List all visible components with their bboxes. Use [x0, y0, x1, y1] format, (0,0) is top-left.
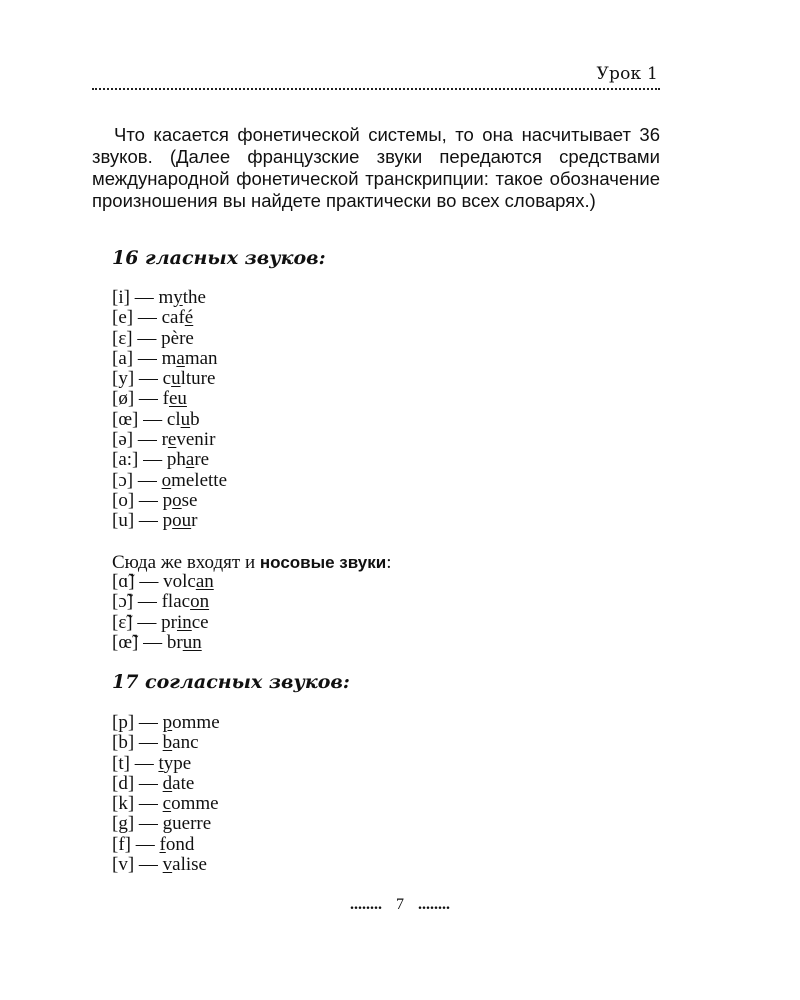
intro-paragraph: Что касается фонетической системы, то она насчитывает 36 звуков. (Далее французские звуки передаются средствами международной фонетической транскрипции: такое обозначение произношения вы найдете практически во всех словарях.): [92, 124, 660, 211]
footer-left-dots: ........: [350, 896, 382, 913]
word-prefix: volc: [163, 571, 196, 592]
consonant-item: [v] — valise: [112, 854, 207, 876]
nasal-item: [œ̃] — brun: [112, 631, 202, 653]
example-word: [163, 793, 219, 814]
underlined-letters: on: [190, 591, 210, 613]
page-footer: [0, 896, 800, 914]
example-word: [163, 773, 195, 794]
word-prefix: p: [162, 489, 173, 511]
word-prefix: cl: [166, 408, 181, 430]
phonetic-symbol: [u]: [112, 510, 135, 532]
phonetic-symbol: [t]: [112, 752, 130, 774]
word-prefix: ph: [166, 449, 186, 471]
underlined-letters: é: [184, 307, 194, 329]
vowel-item: [ə] — revenir: [112, 429, 216, 451]
vowel-item: [y] — culture: [112, 368, 216, 390]
phonetic-symbol: [o]: [112, 489, 135, 511]
phonetic-symbol: [ɛ]: [112, 327, 133, 349]
word-suffix: se: [181, 489, 198, 511]
word-suffix: omme: [172, 712, 220, 733]
example-word: [159, 834, 194, 855]
nasal-intro-colon: :: [386, 552, 392, 573]
example-word: [167, 409, 200, 430]
nasal-item: [ɑ̃] — volcan: [112, 571, 214, 592]
underlined-letters: c: [162, 793, 172, 815]
vowel-item: [o] — pose: [112, 489, 198, 511]
underlined-letters: ou: [172, 510, 192, 532]
example-word: [163, 490, 198, 511]
consonant-list: [112, 713, 220, 875]
phonetic-symbol: [ə]: [112, 429, 134, 451]
underlined-letters: eu: [168, 388, 187, 410]
page-number: 7: [396, 896, 404, 913]
word-suffix: man: [184, 347, 218, 369]
underlined-letters: t: [158, 752, 164, 774]
word-suffix: the: [182, 287, 206, 308]
word-prefix: br: [166, 631, 183, 653]
underlined-letters: in: [176, 611, 192, 633]
phonetic-symbol: [œ̃]: [112, 631, 139, 653]
word-prefix: caf: [161, 307, 185, 329]
vowel-item: [a] — maman: [112, 347, 218, 369]
nasal-intro-text: Сюда же входят и: [112, 552, 260, 573]
word-prefix: flac: [161, 591, 191, 613]
underlined-letters: p: [162, 712, 173, 733]
nasal-list: [112, 572, 214, 653]
vowel-item: [ø] — feu: [112, 388, 187, 410]
vowel-item: [i] — mythe: [112, 287, 206, 308]
phonetic-symbol: [a:]: [112, 449, 139, 471]
word-suffix: ond: [165, 833, 195, 855]
word-suffix: ce: [191, 611, 209, 633]
phonetic-symbol: [b]: [112, 732, 135, 754]
consonant-item: [d] — date: [112, 772, 195, 794]
word-suffix: uerre: [172, 813, 212, 835]
word-prefix: pr: [161, 611, 177, 633]
phonetic-symbol: [ɑ̃]: [112, 571, 135, 592]
example-word: [158, 287, 206, 308]
phonetic-symbol: [a]: [112, 347, 134, 369]
phonetic-symbol: [f]: [112, 833, 131, 855]
underlined-letters: v: [162, 854, 173, 876]
underlined-letters: u: [171, 368, 181, 390]
example-word: [162, 591, 209, 612]
phonetic-symbol: [ɔ]: [112, 469, 134, 491]
example-word: [163, 510, 198, 531]
underlined-letters: f: [159, 833, 166, 855]
underlined-letters: a: [185, 449, 195, 471]
phonetic-symbol: [p]: [112, 712, 135, 733]
vowel-item: [ɛ] — père: [112, 327, 194, 349]
consonant-item: [b] — banc: [112, 732, 199, 754]
phonetic-symbol: [ɔ̃]: [112, 591, 134, 613]
consonant-item: [t] — type: [112, 752, 192, 774]
page-header-title: Урок 1: [596, 64, 658, 84]
footer-right-dots: ........: [418, 896, 450, 913]
nasal-intro-bold: носовые звуки: [259, 553, 387, 572]
word-suffix: ère: [170, 327, 194, 349]
word-suffix: alise: [172, 854, 207, 876]
vowel-item: [œ] — club: [112, 408, 200, 430]
example-word: [158, 753, 191, 774]
word-suffix: ate: [172, 772, 195, 794]
example-word: [163, 712, 220, 733]
phonetic-symbol: [e]: [112, 307, 134, 329]
example-word: [163, 368, 216, 389]
underlined-letters: o: [161, 469, 172, 491]
underlined-letters: a: [176, 347, 185, 369]
word-suffix: ype: [163, 752, 192, 774]
header-dotted-rule: [92, 88, 660, 90]
underlined-letters: y: [173, 287, 183, 308]
vowel-item: [u] — pour: [112, 510, 198, 532]
example-word: [163, 854, 207, 875]
example-word: [163, 732, 199, 753]
phonetic-symbol: [œ]: [112, 408, 139, 430]
phonetic-symbol: [ø]: [112, 388, 135, 410]
example-word: [163, 571, 214, 592]
word-prefix: m: [158, 287, 174, 308]
word-suffix: re: [194, 449, 210, 471]
word-prefix: c: [162, 368, 172, 390]
example-word: [167, 449, 209, 470]
word-prefix: p: [161, 327, 171, 349]
phonetic-symbol: [k]: [112, 793, 135, 815]
example-word: [161, 328, 194, 349]
phonetic-symbol: [g]: [112, 813, 135, 835]
vowel-item: [a:] — phare: [112, 449, 210, 471]
underlined-letters: o: [172, 489, 182, 511]
example-word: [162, 348, 218, 369]
phonetic-symbol: [ɛ̃]: [112, 611, 133, 633]
phonetic-symbol: [y]: [112, 368, 135, 390]
consonant-item: [k] — comme: [112, 793, 219, 815]
word-suffix: venir: [176, 429, 216, 451]
phonetic-symbol: [v]: [112, 854, 135, 876]
vowels-heading: 16 гласных звуков:: [112, 247, 326, 269]
word-prefix: m: [161, 347, 177, 369]
consonant-item: [f] — fond: [112, 833, 195, 855]
example-word: [163, 813, 212, 834]
underlined-letters: g: [162, 813, 173, 835]
consonants-heading: 17 согласных звуков:: [112, 671, 350, 693]
word-prefix: f: [162, 388, 169, 410]
word-suffix: lture: [180, 368, 216, 390]
example-word: [162, 470, 227, 491]
word-suffix: r: [191, 510, 198, 532]
underlined-letters: d: [162, 772, 173, 794]
word-suffix: melette: [171, 469, 228, 491]
example-word: [161, 612, 208, 633]
nasal-item: [ɛ̃] — prince: [112, 611, 209, 633]
consonant-item: [g] — guerre: [112, 813, 212, 835]
example-word: [167, 632, 202, 653]
vowel-item: [ɔ] — omelette: [112, 469, 228, 491]
vowel-list: [112, 288, 227, 532]
word-prefix: r: [161, 429, 168, 451]
word-suffix: omme: [171, 793, 219, 815]
word-suffix: b: [190, 408, 200, 430]
underlined-letters: un: [182, 631, 202, 653]
phonetic-symbol: [d]: [112, 772, 135, 794]
underlined-letters: u: [180, 408, 191, 430]
example-word: [162, 429, 216, 450]
underlined-letters: e: [167, 429, 177, 451]
underlined-letters: b: [162, 732, 173, 754]
word-prefix: p: [162, 510, 173, 532]
example-word: [162, 307, 194, 328]
nasal-item: [ɔ̃] — flacon: [112, 591, 210, 613]
word-suffix: anc: [172, 732, 199, 754]
vowel-item: [e] — café: [112, 307, 194, 329]
underlined-letters: an: [195, 571, 214, 592]
phonetic-symbol: [i]: [112, 287, 130, 308]
consonant-item: [p] — pomme: [112, 712, 220, 733]
example-word: [163, 388, 187, 409]
